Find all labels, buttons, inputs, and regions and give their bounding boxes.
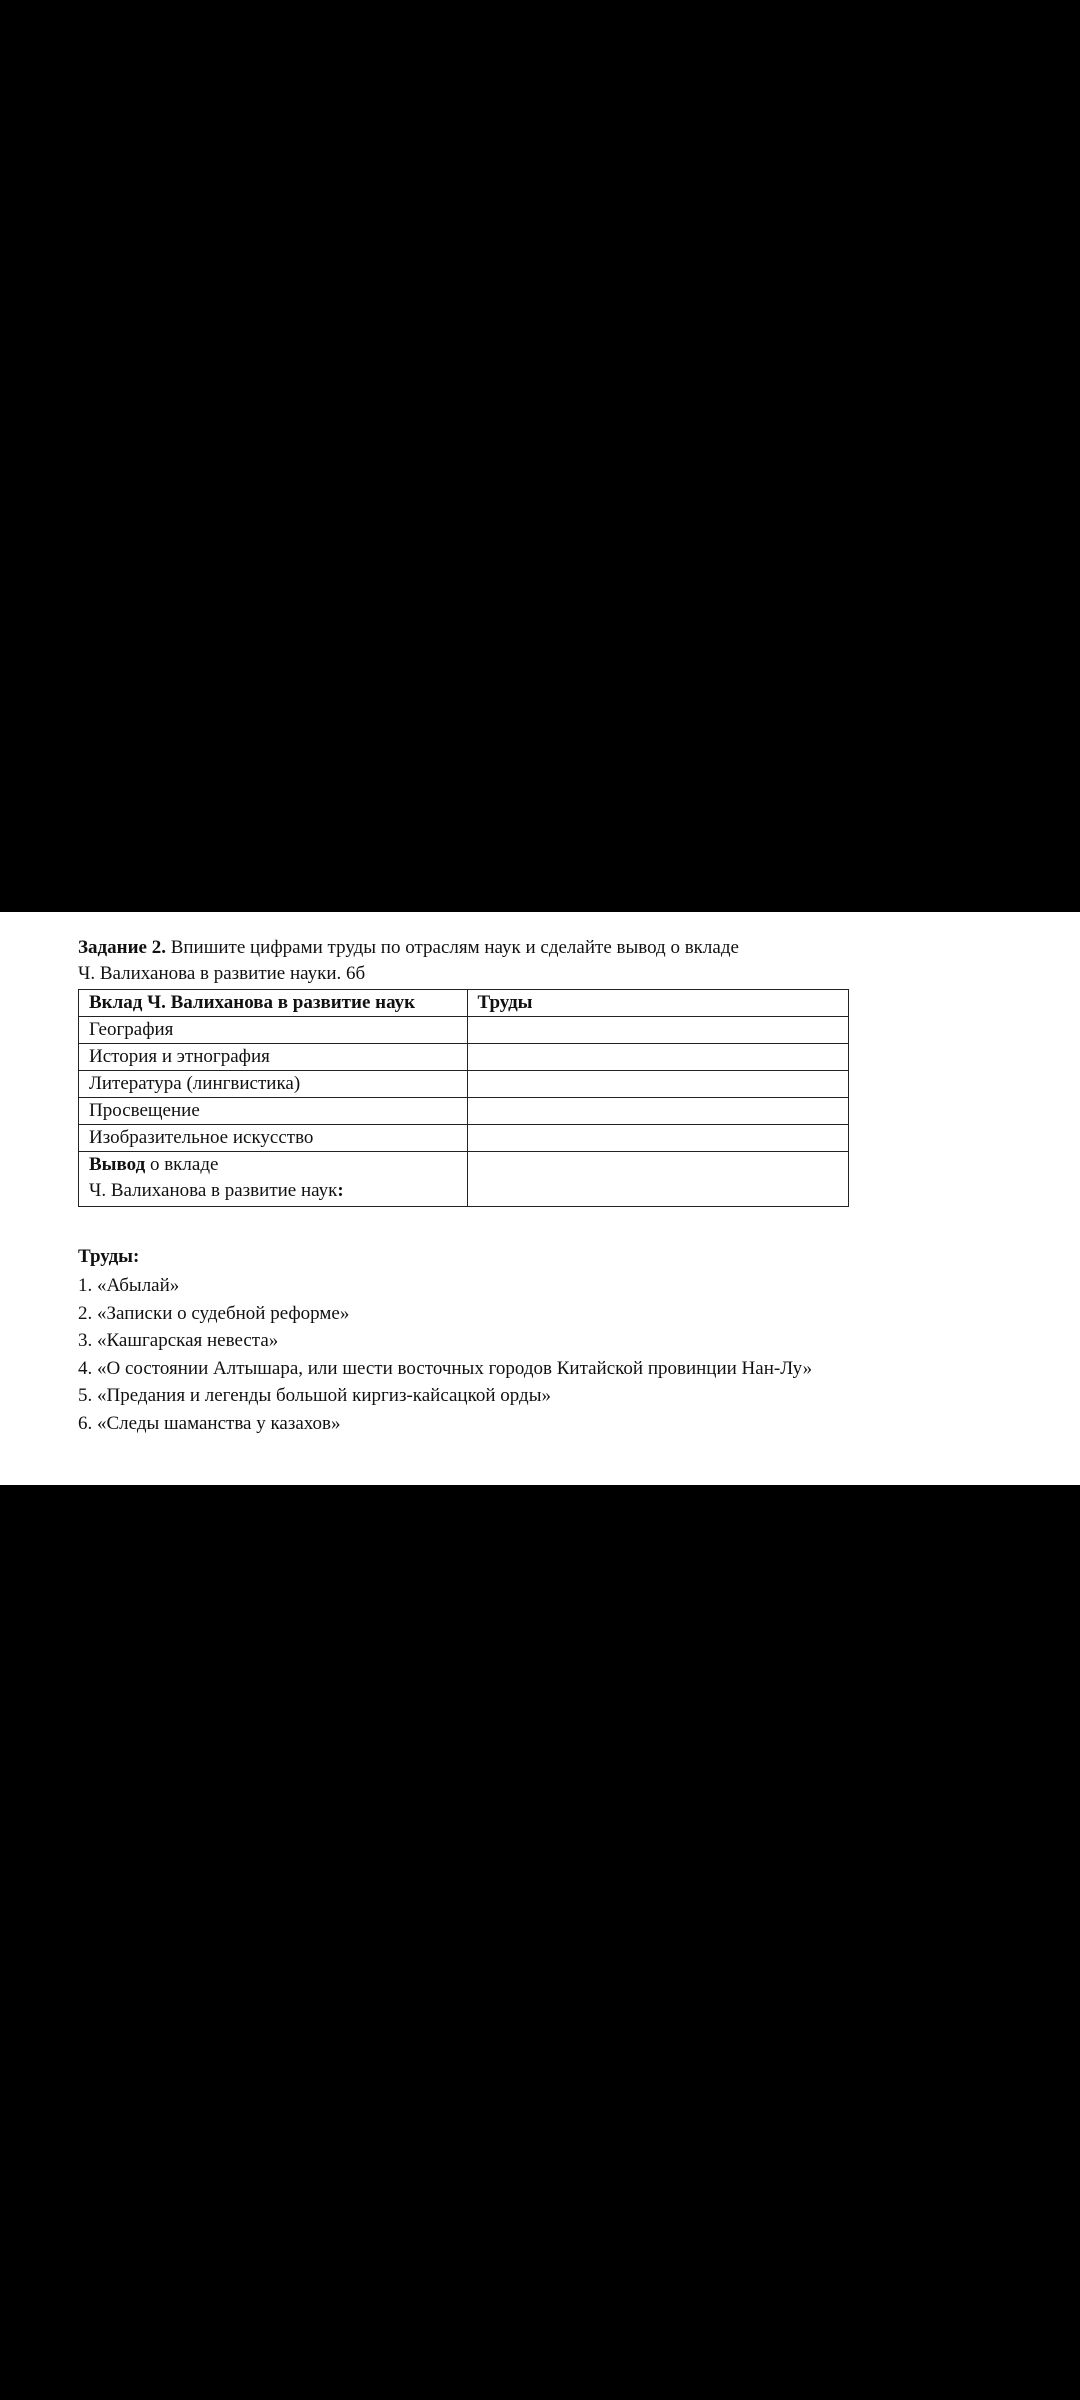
works-answer-cell (467, 1044, 849, 1071)
list-item: 6. «Следы шаманства у казахов» (78, 1412, 341, 1434)
works-answer-cell (467, 1017, 849, 1044)
conclusion-colon: : (337, 1180, 344, 1201)
task-text-2: Ч. Валиханова в развитие науки. 6б (78, 963, 366, 984)
task-statement (78, 935, 1018, 987)
table-header-row (79, 990, 849, 1017)
table-row (79, 1071, 849, 1098)
works-answer-cell (467, 1071, 849, 1098)
table-row (79, 1098, 849, 1125)
document-page (0, 912, 1080, 1485)
conclusion-rest: о вкладе (145, 1154, 219, 1175)
conclusion-label (79, 1152, 468, 1207)
list-item: 1. «Абылай» (78, 1275, 180, 1296)
list-item: 3. «Кашгарская невеста» (78, 1330, 279, 1351)
science-name: Литература (лингвистика) (79, 1071, 468, 1098)
science-name: География (79, 1017, 468, 1044)
works-list-title: Труды: (78, 1246, 140, 1267)
list-item: 5. «Предания и легенды большой киргиз-кайсацкой орды» (78, 1385, 551, 1406)
conclusion-bold-word: Вывод (89, 1154, 146, 1175)
task-line-1 (78, 935, 1018, 961)
conclusion-row (79, 1152, 849, 1207)
table-row (79, 1044, 849, 1071)
works-answer-cell (467, 1098, 849, 1125)
conclusion-line-2 (89, 1178, 467, 1204)
works-answer-cell (467, 1125, 849, 1152)
header-contribution: Вклад Ч. Валиханова в развитие наук (79, 990, 468, 1017)
science-name: История и этнография (79, 1044, 468, 1071)
conclusion-answer-cell (467, 1152, 849, 1207)
task-text-1: Впишите цифрами труды по отраслям наук и сделайте вывод о вкладе (170, 937, 739, 958)
list-item: 4. «О состоянии Алтышара, или шести восточных городов Китайской провинции Нан-Лу» (78, 1357, 813, 1379)
header-works: Труды (467, 990, 849, 1017)
works-list (78, 1272, 1038, 1437)
table-row (79, 1125, 849, 1152)
list-item: 2. «Записки о судебной реформе» (78, 1302, 350, 1324)
science-name: Просвещение (79, 1098, 468, 1125)
science-works-table (78, 989, 849, 1207)
table-row (79, 1017, 849, 1044)
conclusion-line-2-text: Ч. Валиханова в развитие наук (89, 1180, 338, 1201)
science-name: Изобразительное искусство (79, 1125, 468, 1152)
task-label: Задание 2. (78, 937, 166, 958)
